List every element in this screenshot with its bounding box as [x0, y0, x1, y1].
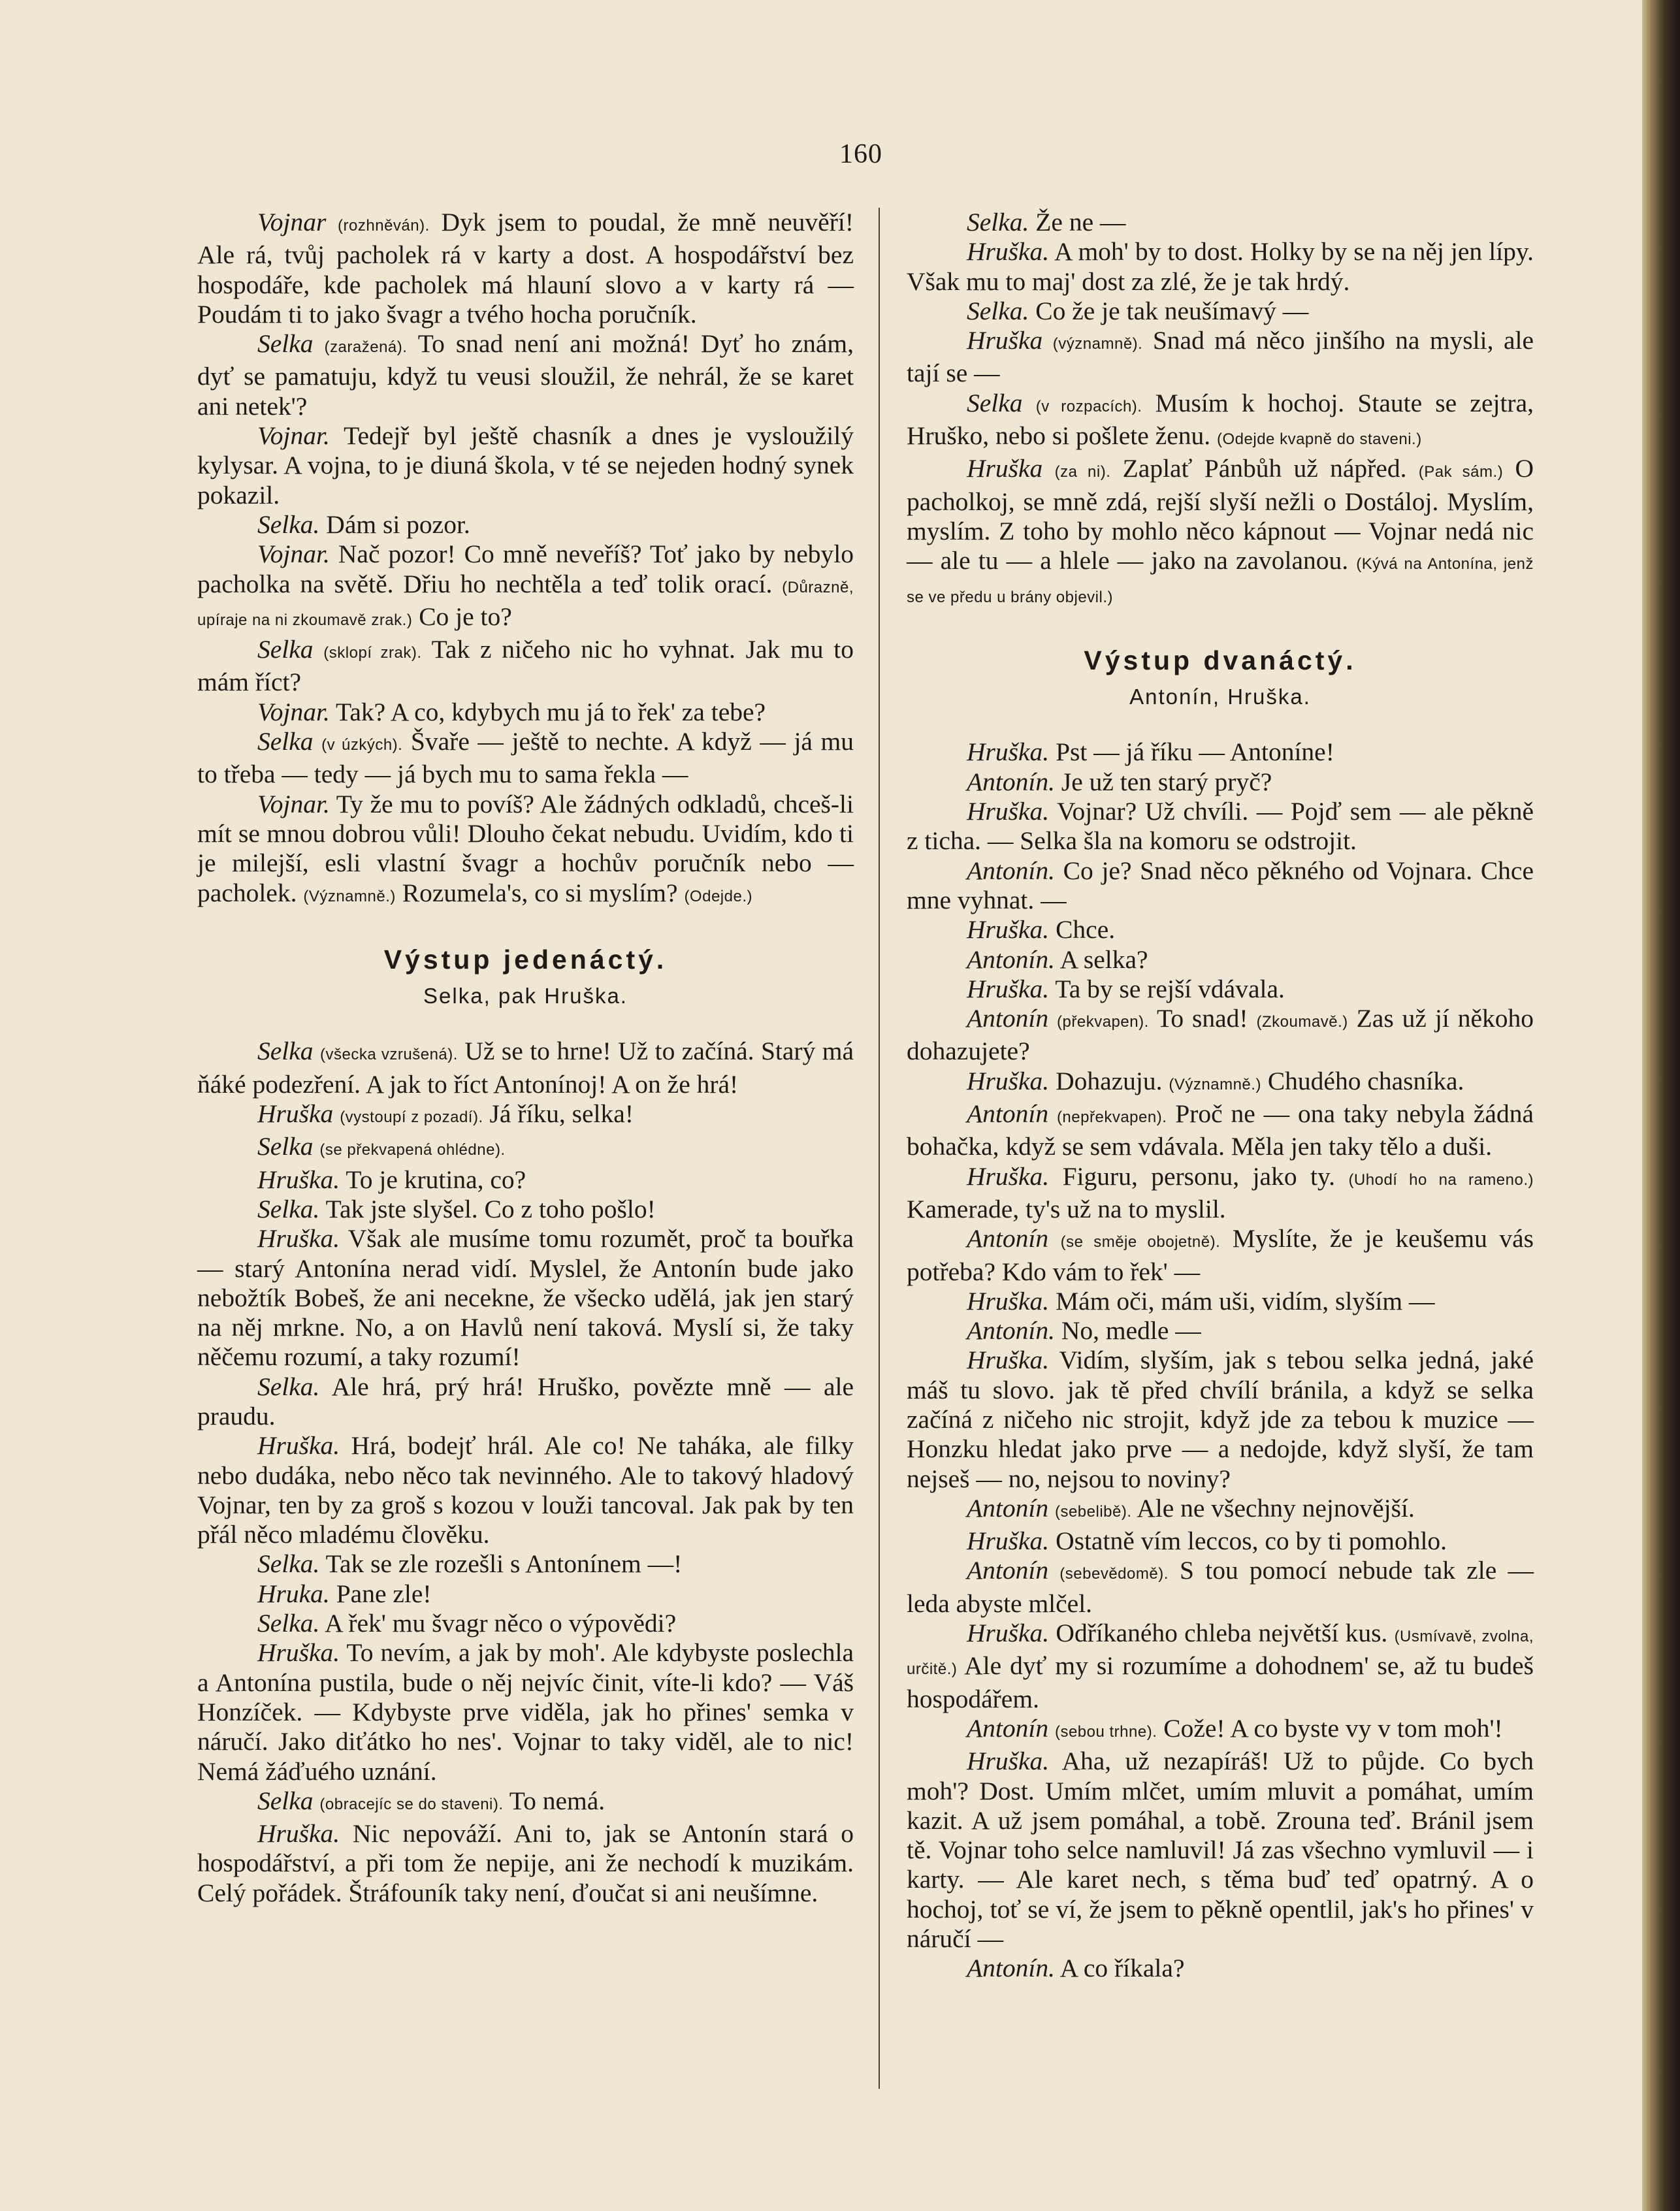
dialogue-line	[907, 1747, 1534, 1954]
dialogue-text: Cože! A co byste vy v tom moh'!	[1157, 1713, 1503, 1743]
dialogue-text: Tak? A co, kdybych mu já to řek' za tebe?	[329, 697, 766, 726]
stage-direction: (sebevědomě).	[1059, 1565, 1169, 1583]
stage-direction: (obracejíc se do staveni).	[319, 1795, 504, 1813]
dialogue-line	[197, 329, 854, 421]
dialogue-line	[197, 1195, 854, 1224]
dialogue-line	[197, 1099, 854, 1132]
speaker-name: Hruška	[967, 326, 1043, 355]
dialogue-text: Chce.	[1049, 915, 1116, 944]
dialogue-text: Tak se zle rozešli s Antonínem —!	[319, 1549, 683, 1579]
dialogue-text: Nic nepováží. Ani to, jak se Antonín stará o hospodářství, a při tom že nepije, ani že nechodí k muzikám. Celý pořádek. Štráfouník taky není, ďoučat si ani neušímne.	[197, 1819, 854, 1907]
dialogue-line	[197, 1786, 854, 1819]
dialogue-block-left	[197, 208, 854, 911]
speaker-name: Selka	[257, 329, 314, 359]
dialogue-line	[907, 975, 1534, 1004]
dialogue-text: A řek' mu švagr něco o výpovědi?	[319, 1609, 677, 1638]
speaker-name: Hruška	[967, 454, 1043, 483]
dialogue-text: Však ale musíme tomu rozumět, proč ta bouřka — starý Antonína nerad vidí. Myslel, že Antonín bude jako nebožtík Bobeš, že ani necekne, že všecko udělá, jak jen starý na něj mrkne. No, a on Havlů není taková. Myslí si, že taky něčemu rozumí, a taky rozumí!	[197, 1224, 854, 1372]
page-edge-shadow	[1642, 0, 1680, 2211]
dialogue-text: Už se to hrne! Už to začíná. Starý má ňáké podezření. A jak to říct Antonínoj! A on že hrá!	[197, 1037, 854, 1099]
dialogue-line	[907, 1556, 1534, 1619]
speaker-name: Antonín	[967, 1556, 1049, 1585]
dialogue-line	[197, 1579, 854, 1609]
speaker-name: Antonín.	[967, 856, 1055, 885]
scene-11-title: Výstup jedenáctý.	[383, 944, 668, 975]
stage-direction: (Významně.)	[1169, 1075, 1261, 1093]
stage-direction: (v úzkých).	[321, 736, 403, 754]
page-number: 160	[839, 139, 882, 169]
dialogue-text: Švaře — ještě to nechte. A když — já mu to třeba — tedy — já bych mu to sama řekla —	[197, 727, 854, 789]
dialogue-line	[907, 1099, 1534, 1162]
dialogue-line	[197, 540, 854, 635]
dialogue-line	[197, 1037, 854, 1099]
dialogue-text: Rozumela's, co si myslím?	[395, 878, 678, 907]
speaker-name: Antonín.	[967, 944, 1055, 974]
dialogue-text: Ale ne všechny nejnovější.	[1131, 1493, 1415, 1523]
stage-direction: (Uhodí ho na rameno.)	[1348, 1170, 1534, 1189]
dialogue-line	[197, 1638, 854, 1786]
stage-direction: (se směje obojetně).	[1060, 1233, 1221, 1251]
dialogue-text: Ale hrá, prý hrá! Hruško, povězte mně — ale praudu.	[197, 1372, 854, 1430]
speaker-name: Hruška.	[967, 1346, 1050, 1375]
speaker-name: Hruška.	[967, 1526, 1050, 1556]
dialogue-text: Kamerade, ty's už na to myslil.	[907, 1194, 1226, 1223]
dialogue-text: Ta by se rejší vdávala.	[1049, 974, 1285, 1003]
speaker-name: Antonín	[967, 1099, 1049, 1129]
dialogue-line	[907, 297, 1534, 326]
dialogue-line	[197, 698, 854, 727]
dialogue-line	[197, 208, 854, 329]
dialogue-line	[907, 1067, 1534, 1099]
dialogue-text: Tak jste slyšel. Co z toho pošlo!	[319, 1194, 656, 1223]
dialogue-text: A moh' by to dost. Holky by se na něj jen lípy. Však mu to maj' dost za zlé, že je tak hrdý.	[907, 237, 1534, 296]
dialogue-line	[907, 856, 1534, 916]
scene-12-characters: Antonín, Hruška.	[1129, 685, 1311, 709]
dialogue-text: Proč ne — ona taky nebyla žádná bohačka, když se sem vdávala. Měla jen taky tělo a duši.	[907, 1099, 1534, 1161]
stage-direction: (Pak sám.)	[1418, 463, 1504, 481]
dialogue-line	[907, 1162, 1534, 1225]
dialogue-text: Vojnar? Už chvíli. — Pojď sem — ale pěkně z ticha. — Selka šla na komoru se odstrojit.	[907, 797, 1534, 856]
dialogue-line	[907, 1714, 1534, 1747]
column-divider	[879, 208, 880, 2089]
dialogue-text: Musím k hochoj. Staute se zejtra, Hruško, nebo si pošlete ženu.	[907, 388, 1534, 451]
speaker-name: Antonín.	[967, 1316, 1055, 1346]
speaker-name: Selka	[257, 1786, 314, 1815]
speaker-name: Hruška.	[967, 1619, 1050, 1648]
dialogue-line	[907, 915, 1534, 944]
dialogue-text: Hrá, bodejť hrál. Ale co! Ne taháka, ale filky nebo dudáka, nebo něco tak nevinného. Ale to takový hladový Vojnar, ten by za groš s kozou v louži tancoval. Jak pak by ten přál něco mladému člověku.	[197, 1431, 854, 1549]
dialogue-text: To nevím, a jak by moh'. Ale kdybyste poslechla a Antonína pustila, bude o něj nejvíc činit, víte-li kdo? — Váš Honzíček. — Kdybyste prve viděla, jak ho přines' semka v náručí. Jako diťátko ho nes'. Vojnar to taky viděl, ale to nic! Nemá žáďuého uznání.	[197, 1638, 854, 1786]
dialogue-text: To snad!	[1148, 1004, 1248, 1033]
dialogue-text: Pst — já říku — Antoníne!	[1049, 737, 1334, 767]
stage-direction: (nepřekvapen).	[1056, 1108, 1167, 1127]
stage-direction: (Významně.)	[303, 887, 396, 905]
dialogue-text: Je už ten starý pryč?	[1054, 767, 1272, 796]
dialogue-line	[907, 1526, 1534, 1556]
dialogue-line	[907, 389, 1534, 455]
dialogue-text: Pane zle!	[329, 1579, 432, 1608]
dialogue-text: Že ne —	[1029, 208, 1126, 236]
stage-direction: (sebou trhne).	[1054, 1722, 1157, 1741]
speaker-name: Selka.	[257, 509, 320, 539]
stage-direction: (Usmívavě, zvolna, určitě.)	[907, 1628, 1534, 1679]
speaker-name: Antonín.	[967, 1954, 1055, 1983]
dialogue-text: Co že je tak neušímavý —	[1029, 296, 1309, 325]
dialogue-text: No, medle —	[1054, 1316, 1201, 1346]
dialogue-line	[907, 1346, 1534, 1493]
dialogue-text: S tou pomocí nebude tak zle — leda abyste mlčel.	[907, 1556, 1534, 1618]
speaker-name: Vojnar.	[257, 421, 330, 451]
speaker-name: Hruška.	[967, 1747, 1050, 1776]
stage-direction: (Odejde.)	[684, 887, 752, 905]
speaker-name: Selka.	[257, 1194, 320, 1223]
dialogue-text: A selka?	[1054, 944, 1148, 974]
dialogue-text: Co je to?	[412, 602, 512, 631]
dialogue-text: Dyk jsem to poudal, že mně neuvěří! Ale rá, tvůj pacholek rá v karty a dost. A hospodářství bez hospodáře, kde pacholek má hlauní slovo a v karty rá — Poudám ti to jako švagr a tvého hocha poručník.	[197, 208, 854, 329]
scene-11-characters: Selka, pak Hruška.	[423, 984, 628, 1009]
stage-direction: (se překvapená ohlédne).	[319, 1141, 506, 1159]
speaker-name: Selka.	[257, 1372, 320, 1401]
dialogue-line	[907, 208, 1534, 237]
speaker-name: Hruška.	[257, 1819, 340, 1848]
dialogue-text: Tak z ničeho nic ho vyhnat. Jak mu to mám říct?	[197, 635, 854, 697]
dialogue-line	[907, 1287, 1534, 1316]
right-column	[907, 208, 1534, 1984]
scene-11-dialogue	[197, 1037, 854, 1908]
speaker-name: Selka.	[257, 1609, 320, 1638]
dialogue-text: Zas už jí někoho dohazujete?	[907, 1004, 1534, 1066]
left-column	[197, 208, 854, 1908]
dialogue-line	[907, 737, 1534, 767]
speaker-name: Selka.	[967, 208, 1029, 236]
stage-direction: (zaražená).	[324, 338, 408, 357]
speaker-name: Hruška.	[967, 1066, 1050, 1095]
dialogue-line	[197, 510, 854, 540]
speaker-name: Vojnar.	[257, 697, 330, 726]
stage-direction: (Důrazně, upíraje na ni zkoumavě zrak.)	[197, 578, 854, 629]
stage-direction: (Kývá na Antonína, jenž se ve předu u brány objevil.)	[907, 555, 1534, 606]
speaker-name: Hruška.	[967, 237, 1050, 266]
dialogue-text: Dohazuju.	[1049, 1066, 1163, 1095]
speaker-name: Hruška.	[257, 1431, 340, 1461]
stage-direction: (všecka vzrušená).	[319, 1046, 458, 1064]
speaker-name: Selka	[257, 727, 314, 756]
dialogue-line	[197, 1224, 854, 1372]
dialogue-line	[197, 790, 854, 911]
dialogue-text: Mám oči, mám uši, vidím, slyším —	[1049, 1286, 1435, 1315]
dialogue-text: Já říku, selka!	[483, 1099, 634, 1129]
speaker-name: Vojnar.	[257, 540, 330, 569]
dialogue-line	[907, 797, 1534, 856]
dialogue-text: Nač pozor! Co mně neveříš? Toť jako by nebylo pacholka na světě. Dřiu ho nechtěla a teď tolik orací.	[197, 540, 854, 598]
dialogue-text: Zaplať Pánbůh už nápřed.	[1110, 454, 1407, 483]
speaker-name: Selka.	[967, 296, 1029, 325]
speaker-name: Selka.	[257, 1549, 320, 1579]
speaker-name: Hruka.	[257, 1579, 330, 1608]
speaker-name: Selka	[257, 1132, 314, 1161]
dialogue-line	[197, 1165, 854, 1195]
dialogue-text: Figuru, personu, jako ty.	[1049, 1161, 1336, 1191]
speaker-name: Vojnar	[257, 208, 327, 236]
dialogue-text: Dám si pozor.	[319, 509, 470, 539]
stage-direction: (významně).	[1052, 335, 1143, 353]
dialogue-text: To je krutina, co?	[340, 1165, 526, 1194]
speaker-name: Hruška.	[967, 1286, 1050, 1315]
stage-direction: (Zkoumavě.)	[1256, 1013, 1348, 1031]
stage-direction: (za ni).	[1054, 463, 1111, 481]
dialogue-text: Ale dyť my si rozumíme a dohodnem' se, až tu budeš hospodářem.	[907, 1651, 1534, 1713]
scene-12-dialogue	[907, 737, 1534, 1983]
dialogue-text: Chudého chasníka.	[1261, 1066, 1464, 1095]
dialogue-text: Tedejř byl ještě chasník a dnes je vyslоužilý kylysar. A vojna, to je diuná škola, v té se nejeden hodný synek pokazil.	[197, 421, 854, 509]
dialogue-line	[907, 1619, 1534, 1714]
speaker-name: Hruška.	[967, 797, 1050, 826]
dialogue-line	[197, 635, 854, 698]
speaker-name: Hruška.	[967, 737, 1050, 767]
dialogue-line	[907, 767, 1534, 797]
speaker-name: Antonín.	[967, 767, 1055, 796]
dialogue-text: Aha, už nezapíráš! Už to půjde. Co bych moh'? Dost. Umím mlčet, umím mluvit a pomáhat, umím kazit. A už jsem pomáhal, a tobě. Zrouna teď. Bránil jsem tě. Vojnar toho selce namluvil! Já zas všechno vymluvil — i karty. — Ale karet nech, s těma buď teď opatrný. A o hochoj, toť se ví, že jsem to pěkně opentlil, jak's ho přines' v náručí —	[907, 1747, 1534, 1954]
speaker-name: Hruška.	[967, 915, 1050, 944]
dialogue-line	[907, 326, 1534, 389]
dialogue-text: To snad není ani možná! Dyť ho znám, dyť se pamatuju, když tu veusi sloužil, že nehrál, že se karet ani netek'?	[197, 329, 854, 421]
dialogue-text: Odříkaného chleba největší kus.	[1049, 1619, 1388, 1648]
dialogue-text: O pacholkoj, se mně zdá, rejší slyší nežli o Dostáloj. Myslím, myslím. Z toho by mohlo něco kápnout — Vojnar nedá nic — ale tu — a hlele — jako na zavolanou.	[907, 454, 1534, 575]
stage-direction: (rozhněván).	[338, 217, 430, 234]
dialogue-line	[907, 1224, 1534, 1287]
dialogue-line	[197, 1549, 854, 1579]
stage-direction: (sklopí zrak).	[323, 644, 422, 662]
dialogue-line	[197, 1431, 854, 1549]
speaker-name: Hruška.	[967, 974, 1050, 1003]
speaker-name: Hruška.	[967, 1161, 1050, 1191]
speaker-name: Antonín	[967, 1224, 1049, 1253]
dialogue-text: Co je? Snad něco pěkného od Vojnara. Chce mne vyhnat. —	[907, 856, 1534, 914]
speaker-name: Selka	[257, 1037, 314, 1066]
dialogue-line	[907, 237, 1534, 297]
speaker-name: Hruška.	[257, 1638, 340, 1668]
dialogue-text: Myslíte, že je keušemu vás potřeba? Kdo vám to řek' —	[907, 1224, 1534, 1286]
speaker-name: Hruška.	[257, 1165, 340, 1194]
dialogue-block-right	[907, 208, 1534, 612]
speaker-name: Hruška	[257, 1099, 334, 1129]
speaker-name: Antonín	[967, 1004, 1049, 1033]
dialogue-line	[907, 1954, 1534, 1983]
dialogue-line	[907, 1316, 1534, 1346]
stage-direction: (sebelibě).	[1054, 1502, 1132, 1521]
speaker-name: Selka	[967, 388, 1023, 417]
stage-direction: (Odejde kvapně do staveni.)	[1217, 430, 1422, 449]
dialogue-line	[197, 1372, 854, 1432]
stage-direction: (vystoupí z pozadí).	[340, 1108, 483, 1127]
dialogue-line	[907, 945, 1534, 975]
dialogue-line	[197, 421, 854, 510]
dialogue-line	[197, 1819, 854, 1908]
dialogue-text: Ostatně vím leccos, co by ti pomohlo.	[1049, 1526, 1447, 1556]
speaker-name: Antonín	[967, 1493, 1049, 1523]
speaker-name: Antonín	[967, 1713, 1049, 1743]
speaker-name: Selka	[257, 635, 314, 664]
dialogue-line	[907, 1004, 1534, 1067]
stage-direction: (v rozpacích).	[1035, 397, 1142, 415]
scene-12-title: Výstup dvanáctý.	[1084, 645, 1357, 675]
dialogue-text: Vidím, slyším, jak s tebou selka jedná, jaké máš tu slovo. jak tě před chvílí bránila, a když se selka začíná z ničeho nic strojit, když jde za tebou k muzice — Honzku hledat jako prve — a nedojde, když slyší, že tam nejseš — no, nejsou to noviny?	[907, 1346, 1534, 1493]
dialogue-line	[197, 1132, 854, 1165]
dialogue-text: To nemá.	[503, 1786, 606, 1815]
speaker-name: Vojnar.	[257, 789, 330, 818]
dialogue-line	[907, 1494, 1534, 1526]
speaker-name: Hruška.	[257, 1224, 340, 1253]
dialogue-line	[197, 1609, 854, 1638]
dialogue-line	[197, 727, 854, 790]
dialogue-text: Snad má něco jinšího na mysli, ale tají se —	[907, 326, 1534, 388]
stage-direction: (překvapen).	[1057, 1013, 1149, 1031]
dialogue-text: Ty že mu to povíš? Ale žádných odkladů, chceš-li mít se mnou dobrou vůli! Dlouho čekat nebudu. Uvidím, kdo ti je milejší, esli vlastní švagr a hochův poručník nebo — pacholek.	[197, 789, 854, 907]
dialogue-line	[907, 454, 1534, 611]
dialogue-text: A co říkala?	[1054, 1954, 1185, 1983]
